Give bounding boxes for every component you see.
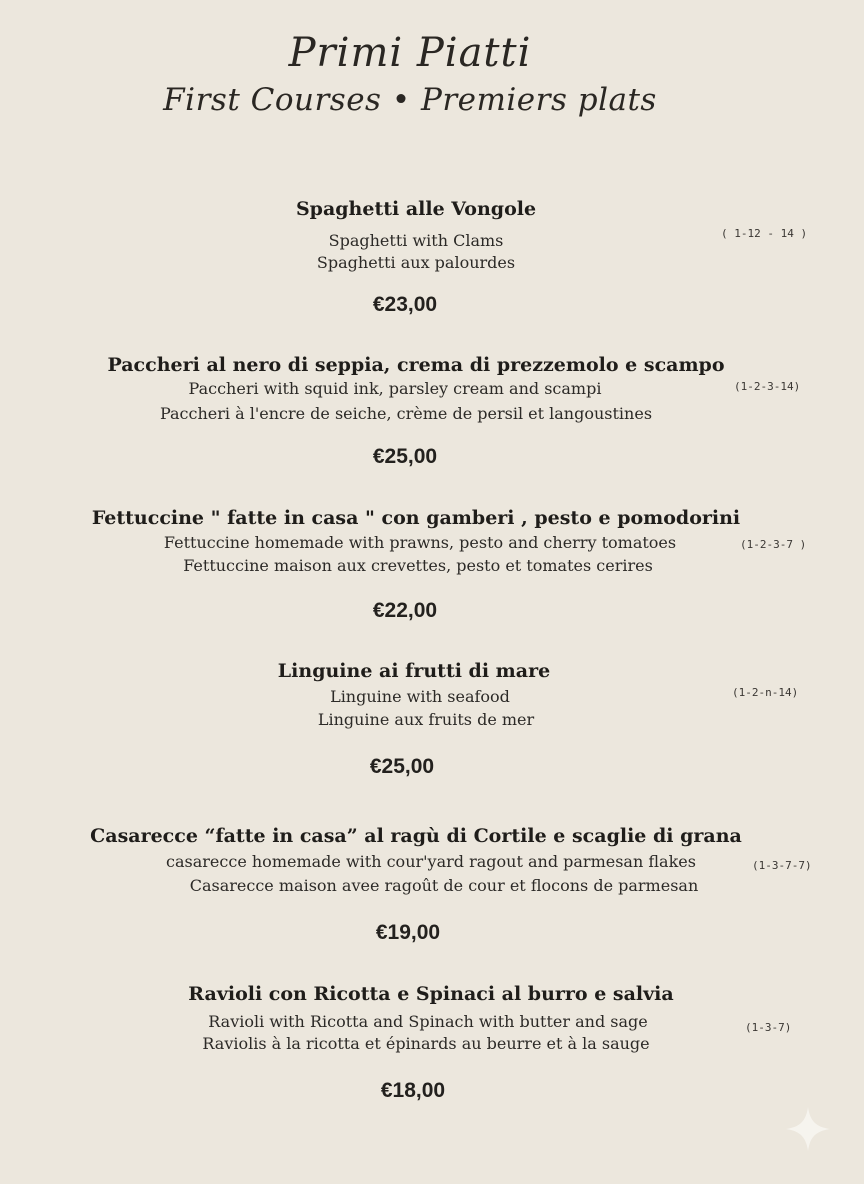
dish-price: €19,00 <box>375 921 441 944</box>
dish-name: Casarecce “fatte in casa” al ragù di Cortile e scaglie di grana <box>90 825 742 847</box>
dish-name: Ravioli con Ricotta e Spinaci al burro e salvia <box>188 983 674 1005</box>
sparkle-icon <box>784 1105 832 1153</box>
dish-french: Raviolis à la ricotta et épinards au beurre et à la sauge <box>202 1034 650 1053</box>
dish-english: Linguine with seafood <box>330 687 510 706</box>
dish-name: Spaghetti alle Vongole <box>295 198 537 220</box>
dish-name: Linguine ai frutti di mare <box>277 660 551 682</box>
dish-french: Spaghetti aux palourdes <box>316 253 516 272</box>
dish-name: Paccheri al nero di seppia, crema di prezzemolo e scampo <box>107 354 725 376</box>
dish-price: €23,00 <box>372 293 438 316</box>
dish-price: €25,00 <box>372 445 438 468</box>
dish-french: Linguine aux fruits de mer <box>317 710 535 729</box>
dish-french: Paccheri à l'encre de seiche, crème de persil et langoustines <box>159 404 653 423</box>
menu-subtitle: First Courses • Premiers plats <box>163 82 657 118</box>
dish-name: Fettuccine " fatte in casa " con gamberi , pesto e pomodorini <box>91 507 741 529</box>
allergen-codes: (1-3-7) <box>745 1021 792 1034</box>
allergen-codes: (1-2-3-14) <box>734 380 801 393</box>
dish-price: €22,00 <box>372 599 438 622</box>
dish-english: Spaghetti with Clams <box>328 231 504 250</box>
dish-price: €18,00 <box>380 1079 446 1102</box>
allergen-codes: (1-3-7-7) <box>752 859 812 872</box>
allergen-codes: ( 1-12 - 14 ) <box>721 227 808 240</box>
dish-french: Casarecce maison avee ragoût de cour et flocons de parmesan <box>189 876 699 895</box>
menu-title: Primi Piatti <box>288 30 532 76</box>
dish-english: casarecce homemade with cour'yard ragout and parmesan flakes <box>166 852 696 871</box>
dish-english: Paccheri with squid ink, parsley cream and scampi <box>188 379 602 398</box>
dish-french: Fettuccine maison aux crevettes, pesto et tomates cerires <box>183 556 653 575</box>
allergen-codes: (1-2-n-14) <box>732 686 799 699</box>
allergen-codes: (1-2-3-7 ) <box>740 538 807 551</box>
dish-english: Ravioli with Ricotta and Spinach with butter and sage <box>208 1012 648 1031</box>
dish-english: Fettuccine homemade with prawns, pesto and cherry tomatoes <box>163 533 677 552</box>
dish-price: €25,00 <box>369 755 435 778</box>
